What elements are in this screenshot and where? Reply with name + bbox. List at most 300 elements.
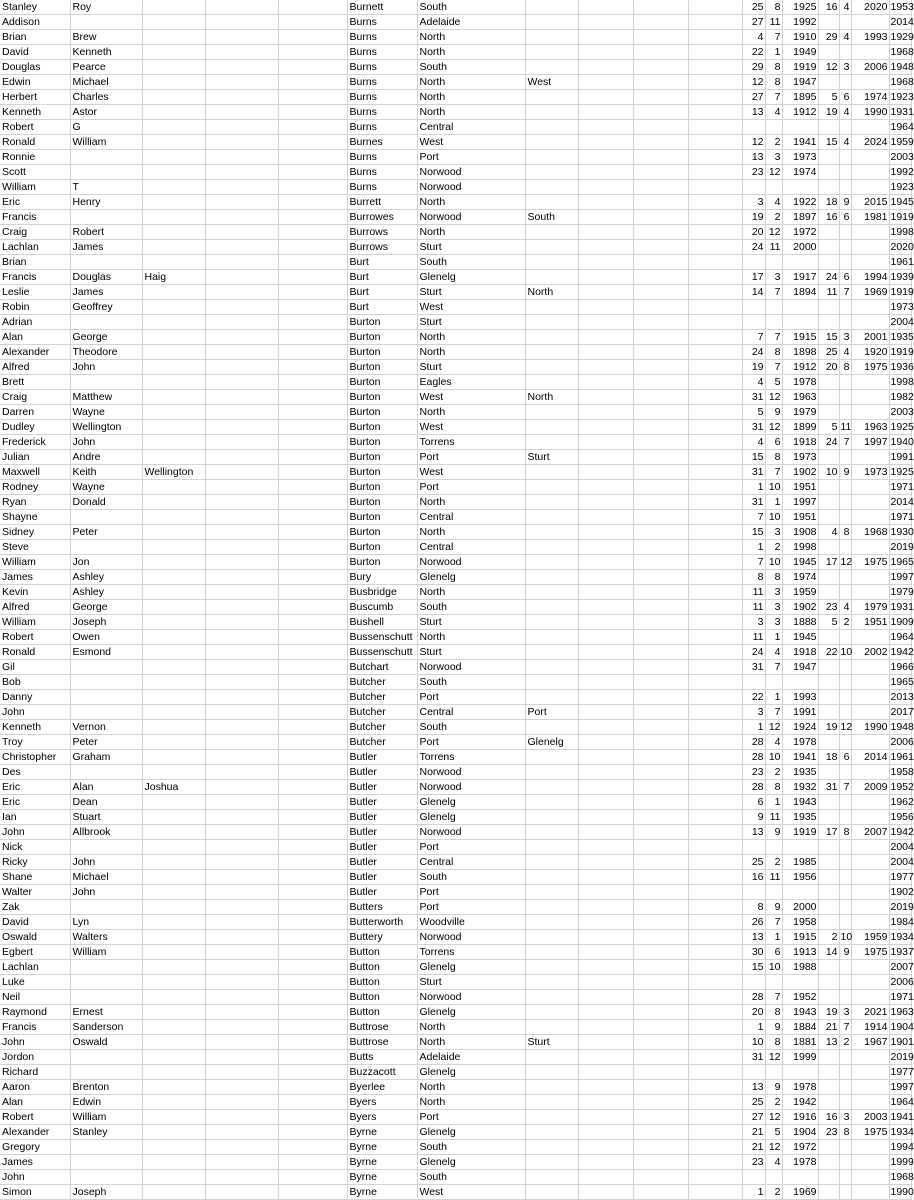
birth-year-cell[interactable]: 1895	[782, 90, 818, 105]
death-month-cell[interactable]	[839, 585, 851, 600]
third-name-cell[interactable]	[142, 810, 205, 825]
empty-cell[interactable]	[278, 375, 347, 390]
empty-cell[interactable]	[633, 660, 688, 675]
second-club-cell[interactable]	[525, 315, 578, 330]
empty-cell[interactable]	[688, 810, 742, 825]
death-year-cell[interactable]: 1975	[851, 945, 889, 960]
birth-month-cell[interactable]: 3	[765, 615, 782, 630]
club-cell[interactable]: Woodville	[417, 915, 525, 930]
debut-year-cell[interactable]: 1941	[890, 1111, 914, 1123]
empty-cell[interactable]	[278, 1170, 347, 1185]
birth-month-cell[interactable]: 12	[765, 165, 782, 180]
birth-month-cell[interactable]: 8	[765, 1005, 782, 1020]
death-month-cell[interactable]	[839, 480, 851, 495]
middle-name-cell[interactable]: Allbrook	[70, 825, 142, 840]
birth-year-cell[interactable]: 1974	[782, 570, 818, 585]
death-year-cell[interactable]	[851, 1140, 889, 1155]
death-month-cell[interactable]	[839, 870, 851, 885]
second-club-cell[interactable]	[525, 345, 578, 360]
first-name-cell[interactable]: Shane	[0, 870, 70, 885]
club-cell[interactable]: Central	[417, 705, 525, 720]
first-name-cell[interactable]: Luke	[0, 975, 70, 990]
death-day-cell[interactable]	[818, 735, 839, 750]
middle-name-cell[interactable]: Wayne	[70, 405, 142, 420]
death-year-cell[interactable]: 1959	[851, 930, 889, 945]
birth-year-cell[interactable]: 1941	[782, 135, 818, 150]
middle-name-cell[interactable]	[70, 255, 142, 270]
death-month-cell[interactable]	[839, 1050, 851, 1065]
second-club-cell[interactable]	[525, 465, 578, 480]
second-club-cell[interactable]	[525, 1155, 578, 1170]
empty-cell[interactable]	[278, 510, 347, 525]
empty-cell[interactable]	[278, 360, 347, 375]
debut-year-cell[interactable]: 2014	[890, 16, 914, 28]
empty-cell[interactable]	[278, 810, 347, 825]
second-club-cell[interactable]	[525, 570, 578, 585]
birth-month-cell[interactable]: 1	[765, 690, 782, 705]
first-name-cell[interactable]: Brian	[0, 255, 70, 270]
empty-cell[interactable]	[278, 390, 347, 405]
empty-cell[interactable]	[205, 975, 278, 990]
empty-cell[interactable]	[578, 960, 633, 975]
death-day-cell[interactable]: 16	[818, 1110, 839, 1125]
empty-cell[interactable]	[633, 15, 688, 30]
death-month-cell[interactable]: 9	[839, 195, 851, 210]
birth-year-cell[interactable]	[782, 300, 818, 315]
death-day-cell[interactable]: 16	[818, 210, 839, 225]
third-name-cell[interactable]	[142, 525, 205, 540]
birth-year-cell[interactable]: 1999	[782, 1050, 818, 1065]
birth-day-cell[interactable]: 16	[742, 870, 765, 885]
club-cell[interactable]: Port	[417, 690, 525, 705]
third-name-cell[interactable]	[142, 660, 205, 675]
birth-year-cell[interactable]: 1941	[782, 750, 818, 765]
empty-cell[interactable]	[278, 690, 347, 705]
surname-cell[interactable]: Burton	[347, 375, 417, 390]
empty-cell[interactable]	[688, 225, 742, 240]
birth-year-cell[interactable]: 1947	[782, 75, 818, 90]
birth-month-cell[interactable]	[765, 675, 782, 690]
third-name-cell[interactable]	[142, 855, 205, 870]
second-club-cell[interactable]	[525, 405, 578, 420]
death-month-cell[interactable]: 9	[839, 945, 851, 960]
empty-cell[interactable]	[205, 885, 278, 900]
second-club-cell[interactable]	[525, 840, 578, 855]
birth-month-cell[interactable]	[765, 180, 782, 195]
death-day-cell[interactable]	[818, 675, 839, 690]
first-name-cell[interactable]: Alan	[0, 330, 70, 345]
second-club-cell[interactable]	[525, 1050, 578, 1065]
middle-name-cell[interactable]: Vernon	[70, 720, 142, 735]
birth-month-cell[interactable]	[765, 315, 782, 330]
death-year-cell[interactable]: 1920	[851, 345, 889, 360]
surname-cell[interactable]: Butler	[347, 810, 417, 825]
birth-year-cell[interactable]: 1935	[782, 810, 818, 825]
third-name-cell[interactable]	[142, 1035, 205, 1050]
death-year-cell[interactable]	[851, 855, 889, 870]
death-year-cell[interactable]	[851, 585, 889, 600]
empty-cell[interactable]	[688, 255, 742, 270]
empty-cell[interactable]	[688, 765, 742, 780]
club-cell[interactable]: Glenelg	[417, 960, 525, 975]
middle-name-cell[interactable]: William	[70, 945, 142, 960]
birth-month-cell[interactable]: 3	[765, 600, 782, 615]
death-year-cell[interactable]: 1967	[851, 1035, 889, 1050]
death-month-cell[interactable]	[839, 405, 851, 420]
death-year-cell[interactable]: 1969	[851, 285, 889, 300]
empty-cell[interactable]	[278, 780, 347, 795]
second-club-cell[interactable]	[525, 180, 578, 195]
death-year-cell[interactable]	[851, 120, 889, 135]
birth-month-cell[interactable]: 7	[765, 360, 782, 375]
birth-day-cell[interactable]: 4	[742, 375, 765, 390]
middle-name-cell[interactable]: Ashley	[70, 570, 142, 585]
debut-year-cell[interactable]: 1942	[890, 646, 914, 658]
death-day-cell[interactable]	[818, 570, 839, 585]
birth-day-cell[interactable]: 23	[742, 765, 765, 780]
surname-cell[interactable]: Button	[347, 960, 417, 975]
second-club-cell[interactable]	[525, 645, 578, 660]
empty-cell[interactable]	[688, 135, 742, 150]
birth-month-cell[interactable]: 8	[765, 0, 782, 15]
empty-cell[interactable]	[278, 720, 347, 735]
club-cell[interactable]: North	[417, 105, 525, 120]
club-cell[interactable]: Port	[417, 885, 525, 900]
second-club-cell[interactable]	[525, 945, 578, 960]
empty-cell[interactable]	[205, 495, 278, 510]
empty-cell[interactable]	[278, 630, 347, 645]
club-cell[interactable]: Norwood	[417, 180, 525, 195]
surname-cell[interactable]: Buttery	[347, 930, 417, 945]
debut-year-cell[interactable]: 1930	[890, 526, 914, 538]
empty-cell[interactable]	[633, 30, 688, 45]
middle-name-cell[interactable]: Charles	[70, 90, 142, 105]
death-day-cell[interactable]	[818, 255, 839, 270]
empty-cell[interactable]	[278, 585, 347, 600]
first-name-cell[interactable]: Ronnie	[0, 150, 70, 165]
birth-day-cell[interactable]: 5	[742, 405, 765, 420]
birth-day-cell[interactable]: 28	[742, 780, 765, 795]
third-name-cell[interactable]	[142, 15, 205, 30]
club-cell[interactable]: Norwood	[417, 210, 525, 225]
third-name-cell[interactable]	[142, 750, 205, 765]
third-name-cell[interactable]	[142, 450, 205, 465]
death-day-cell[interactable]	[818, 300, 839, 315]
first-name-cell[interactable]: Simon	[0, 1185, 70, 1200]
empty-cell[interactable]	[578, 690, 633, 705]
first-name-cell[interactable]: Zak	[0, 900, 70, 915]
third-name-cell[interactable]	[142, 960, 205, 975]
birth-month-cell[interactable]: 4	[765, 645, 782, 660]
empty-cell[interactable]	[688, 465, 742, 480]
empty-cell[interactable]	[633, 225, 688, 240]
middle-name-cell[interactable]	[70, 375, 142, 390]
death-year-cell[interactable]	[851, 1155, 889, 1170]
empty-cell[interactable]	[278, 90, 347, 105]
first-name-cell[interactable]: Shayne	[0, 510, 70, 525]
empty-cell[interactable]	[633, 180, 688, 195]
first-name-cell[interactable]: Julian	[0, 450, 70, 465]
birth-month-cell[interactable]: 12	[765, 225, 782, 240]
birth-day-cell[interactable]: 29	[742, 60, 765, 75]
second-club-cell[interactable]	[525, 555, 578, 570]
second-club-cell[interactable]	[525, 780, 578, 795]
first-name-cell[interactable]: Lachlan	[0, 960, 70, 975]
empty-cell[interactable]	[633, 315, 688, 330]
first-name-cell[interactable]: Eric	[0, 780, 70, 795]
empty-cell[interactable]	[688, 360, 742, 375]
third-name-cell[interactable]	[142, 225, 205, 240]
birth-day-cell[interactable]: 1	[742, 480, 765, 495]
empty-cell[interactable]	[633, 1155, 688, 1170]
debut-year-cell[interactable]: 2003	[890, 151, 914, 163]
death-day-cell[interactable]	[818, 900, 839, 915]
birth-year-cell[interactable]: 1902	[782, 465, 818, 480]
death-month-cell[interactable]: 7	[839, 285, 851, 300]
empty-cell[interactable]	[578, 1065, 633, 1080]
debut-year-cell[interactable]: 1931	[890, 106, 914, 118]
first-name-cell[interactable]: Gregory	[0, 1140, 70, 1155]
death-year-cell[interactable]	[851, 960, 889, 975]
birth-month-cell[interactable]: 9	[765, 405, 782, 420]
empty-cell[interactable]	[278, 255, 347, 270]
debut-year-cell[interactable]: 1934	[890, 1126, 914, 1138]
death-day-cell[interactable]: 13	[818, 1035, 839, 1050]
birth-day-cell[interactable]: 13	[742, 825, 765, 840]
second-club-cell[interactable]	[525, 915, 578, 930]
birth-day-cell[interactable]	[742, 885, 765, 900]
death-month-cell[interactable]: 4	[839, 135, 851, 150]
birth-day-cell[interactable]: 6	[742, 795, 765, 810]
death-month-cell[interactable]: 2	[839, 615, 851, 630]
empty-cell[interactable]	[688, 1155, 742, 1170]
empty-cell[interactable]	[688, 675, 742, 690]
death-month-cell[interactable]	[839, 735, 851, 750]
third-name-cell[interactable]	[142, 900, 205, 915]
middle-name-cell[interactable]: Lyn	[70, 915, 142, 930]
death-month-cell[interactable]	[839, 510, 851, 525]
middle-name-cell[interactable]: John	[70, 855, 142, 870]
first-name-cell[interactable]: Herbert	[0, 90, 70, 105]
empty-cell[interactable]	[688, 1050, 742, 1065]
second-club-cell[interactable]: North	[525, 285, 578, 300]
birth-month-cell[interactable]: 5	[765, 1125, 782, 1140]
death-day-cell[interactable]	[818, 120, 839, 135]
empty-cell[interactable]	[633, 870, 688, 885]
birth-day-cell[interactable]: 25	[742, 855, 765, 870]
empty-cell[interactable]	[578, 885, 633, 900]
empty-cell[interactable]	[205, 960, 278, 975]
first-name-cell[interactable]: Francis	[0, 270, 70, 285]
birth-day-cell[interactable]	[742, 255, 765, 270]
empty-cell[interactable]	[633, 780, 688, 795]
club-cell[interactable]: Central	[417, 855, 525, 870]
death-month-cell[interactable]: 7	[839, 780, 851, 795]
empty-cell[interactable]	[278, 330, 347, 345]
birth-month-cell[interactable]: 1	[765, 630, 782, 645]
empty-cell[interactable]	[688, 60, 742, 75]
empty-cell[interactable]	[278, 75, 347, 90]
empty-cell[interactable]	[578, 150, 633, 165]
death-day-cell[interactable]: 18	[818, 750, 839, 765]
empty-cell[interactable]	[205, 585, 278, 600]
empty-cell[interactable]	[688, 780, 742, 795]
first-name-cell[interactable]: Steve	[0, 540, 70, 555]
empty-cell[interactable]	[578, 555, 633, 570]
death-month-cell[interactable]	[839, 375, 851, 390]
death-day-cell[interactable]: 29	[818, 30, 839, 45]
death-year-cell[interactable]	[851, 510, 889, 525]
second-club-cell[interactable]	[525, 1005, 578, 1020]
death-year-cell[interactable]	[851, 450, 889, 465]
death-day-cell[interactable]	[818, 885, 839, 900]
second-club-cell[interactable]	[525, 270, 578, 285]
first-name-cell[interactable]: Craig	[0, 390, 70, 405]
empty-cell[interactable]	[633, 1170, 688, 1185]
death-day-cell[interactable]: 14	[818, 945, 839, 960]
birth-year-cell[interactable]: 1894	[782, 285, 818, 300]
death-month-cell[interactable]: 8	[839, 1125, 851, 1140]
death-month-cell[interactable]: 7	[839, 1020, 851, 1035]
death-day-cell[interactable]: 12	[818, 60, 839, 75]
birth-day-cell[interactable]: 13	[742, 150, 765, 165]
empty-cell[interactable]	[688, 150, 742, 165]
birth-month-cell[interactable]: 7	[765, 915, 782, 930]
club-cell[interactable]: North	[417, 630, 525, 645]
empty-cell[interactable]	[688, 585, 742, 600]
third-name-cell[interactable]	[142, 300, 205, 315]
debut-year-cell[interactable]: 1959	[890, 136, 914, 148]
empty-cell[interactable]	[205, 1020, 278, 1035]
birth-month-cell[interactable]: 10	[765, 555, 782, 570]
first-name-cell[interactable]: Danny	[0, 690, 70, 705]
death-day-cell[interactable]	[818, 1185, 839, 1200]
birth-month-cell[interactable]: 11	[765, 870, 782, 885]
debut-year-cell[interactable]: 1968	[890, 76, 914, 88]
death-year-cell[interactable]: 1975	[851, 555, 889, 570]
birth-month-cell[interactable]	[765, 885, 782, 900]
surname-cell[interactable]: Burnes	[347, 135, 417, 150]
death-day-cell[interactable]: 11	[818, 285, 839, 300]
surname-cell[interactable]: Buttrose	[347, 1020, 417, 1035]
third-name-cell[interactable]	[142, 210, 205, 225]
first-name-cell[interactable]: Francis	[0, 1020, 70, 1035]
empty-cell[interactable]	[688, 420, 742, 435]
birth-day-cell[interactable]: 31	[742, 465, 765, 480]
surname-cell[interactable]: Butler	[347, 885, 417, 900]
death-month-cell[interactable]: 4	[839, 105, 851, 120]
surname-cell[interactable]: Byrne	[347, 1125, 417, 1140]
middle-name-cell[interactable]	[70, 15, 142, 30]
surname-cell[interactable]: Button	[347, 945, 417, 960]
empty-cell[interactable]	[688, 375, 742, 390]
debut-year-cell[interactable]: 1956	[890, 811, 914, 823]
empty-cell[interactable]	[633, 990, 688, 1005]
empty-cell[interactable]	[205, 255, 278, 270]
second-club-cell[interactable]	[525, 45, 578, 60]
first-name-cell[interactable]: Nick	[0, 840, 70, 855]
empty-cell[interactable]	[278, 210, 347, 225]
club-cell[interactable]: Port	[417, 1110, 525, 1125]
debut-year-cell[interactable]: 1901	[890, 1036, 914, 1048]
empty-cell[interactable]	[633, 0, 688, 15]
death-month-cell[interactable]	[839, 1080, 851, 1095]
birth-month-cell[interactable]: 2	[765, 210, 782, 225]
third-name-cell[interactable]	[142, 705, 205, 720]
empty-cell[interactable]	[578, 975, 633, 990]
empty-cell[interactable]	[205, 705, 278, 720]
empty-cell[interactable]	[278, 195, 347, 210]
empty-cell[interactable]	[688, 630, 742, 645]
surname-cell[interactable]: Burt	[347, 270, 417, 285]
empty-cell[interactable]	[688, 165, 742, 180]
birth-year-cell[interactable]	[782, 180, 818, 195]
death-year-cell[interactable]	[851, 840, 889, 855]
death-year-cell[interactable]	[851, 915, 889, 930]
club-cell[interactable]: Glenelg	[417, 1125, 525, 1140]
empty-cell[interactable]	[205, 360, 278, 375]
club-cell[interactable]: West	[417, 1185, 525, 1200]
empty-cell[interactable]	[688, 240, 742, 255]
second-club-cell[interactable]	[525, 30, 578, 45]
middle-name-cell[interactable]: Joseph	[70, 615, 142, 630]
club-cell[interactable]: Norwood	[417, 825, 525, 840]
death-day-cell[interactable]	[818, 795, 839, 810]
death-month-cell[interactable]: 4	[839, 0, 851, 15]
middle-name-cell[interactable]: Walters	[70, 930, 142, 945]
empty-cell[interactable]	[578, 1080, 633, 1095]
empty-cell[interactable]	[278, 285, 347, 300]
birth-year-cell[interactable]: 1949	[782, 45, 818, 60]
debut-year-cell[interactable]: 2014	[890, 496, 914, 508]
second-club-cell[interactable]	[525, 885, 578, 900]
surname-cell[interactable]: Burns	[347, 30, 417, 45]
birth-day-cell[interactable]	[742, 1170, 765, 1185]
first-name-cell[interactable]: Des	[0, 765, 70, 780]
empty-cell[interactable]	[278, 1155, 347, 1170]
middle-name-cell[interactable]	[70, 690, 142, 705]
empty-cell[interactable]	[578, 210, 633, 225]
empty-cell[interactable]	[205, 645, 278, 660]
club-cell[interactable]: Sturt	[417, 285, 525, 300]
death-day-cell[interactable]	[818, 705, 839, 720]
surname-cell[interactable]: Burns	[347, 90, 417, 105]
empty-cell[interactable]	[578, 840, 633, 855]
middle-name-cell[interactable]: Stuart	[70, 810, 142, 825]
death-year-cell[interactable]	[851, 75, 889, 90]
empty-cell[interactable]	[205, 690, 278, 705]
surname-cell[interactable]: Burton	[347, 405, 417, 420]
death-year-cell[interactable]: 2020	[851, 0, 889, 15]
birth-day-cell[interactable]: 26	[742, 915, 765, 930]
first-name-cell[interactable]: David	[0, 915, 70, 930]
death-day-cell[interactable]	[818, 840, 839, 855]
empty-cell[interactable]	[205, 90, 278, 105]
death-year-cell[interactable]	[851, 705, 889, 720]
surname-cell[interactable]: Butler	[347, 870, 417, 885]
empty-cell[interactable]	[688, 15, 742, 30]
death-month-cell[interactable]	[839, 75, 851, 90]
birth-year-cell[interactable]: 1943	[782, 795, 818, 810]
club-cell[interactable]: Port	[417, 840, 525, 855]
death-month-cell[interactable]	[839, 1065, 851, 1080]
third-name-cell[interactable]	[142, 495, 205, 510]
second-club-cell[interactable]	[525, 960, 578, 975]
death-day-cell[interactable]: 19	[818, 1005, 839, 1020]
club-cell[interactable]: Eagles	[417, 375, 525, 390]
death-month-cell[interactable]	[839, 240, 851, 255]
death-year-cell[interactable]	[851, 990, 889, 1005]
